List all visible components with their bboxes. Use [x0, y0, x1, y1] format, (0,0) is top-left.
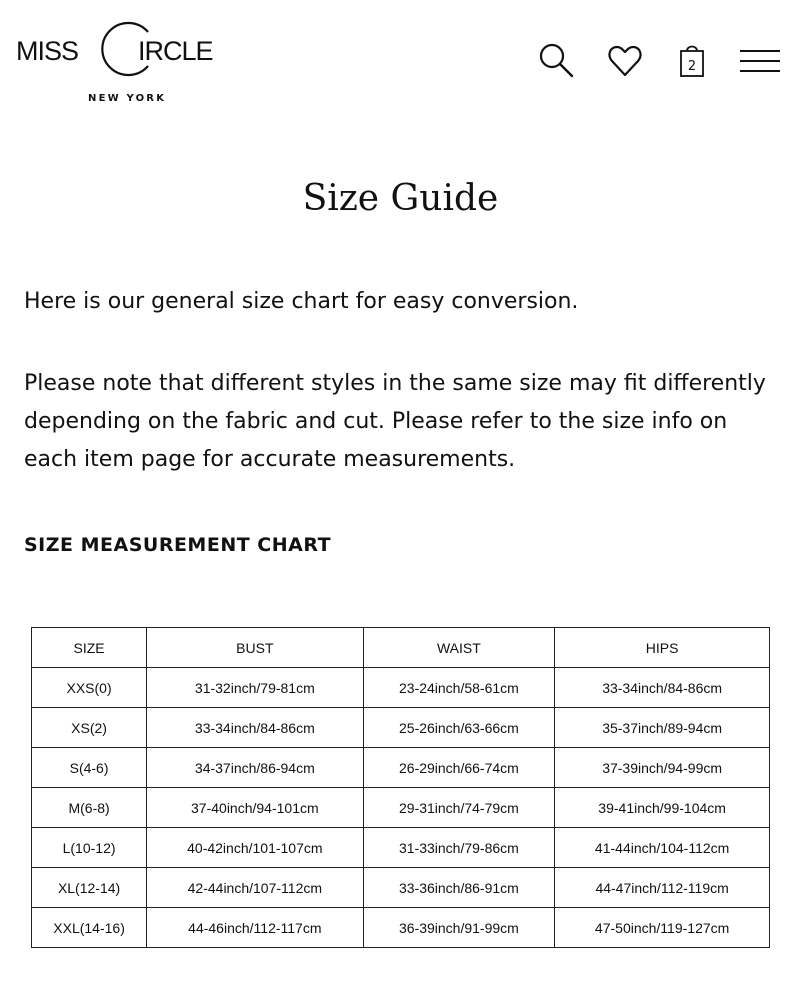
cell-size: XXL(14-16): [32, 908, 147, 948]
brand-name-left: MISS: [16, 36, 79, 66]
section-title: SIZE MEASUREMENT CHART: [24, 534, 332, 556]
header-waist: WAIST: [363, 628, 555, 668]
table-header-row: [32, 628, 770, 668]
cell-hips: 33-34inch/84-86cm: [555, 668, 770, 708]
cell-size: S(4-6): [32, 748, 147, 788]
cell-size: L(10-12): [32, 828, 147, 868]
brand-tagline: NEW YORK: [88, 93, 167, 104]
header-actions: [538, 42, 788, 82]
table-row: [32, 828, 770, 868]
cell-bust: 34-37inch/86-94cm: [147, 748, 363, 788]
cell-bust: 31-32inch/79-81cm: [147, 668, 363, 708]
fit-note-text: Please note that different styles in the same size may fit differently depending on the fabric and cut. Please refer to the size info on each item page for accurate measurements.: [24, 371, 766, 472]
cell-waist: 23-24inch/58-61cm: [363, 668, 555, 708]
cell-waist: 36-39inch/91-99cm: [363, 908, 555, 948]
cell-hips: 47-50inch/119-127cm: [555, 908, 770, 948]
table-row: [32, 788, 770, 828]
cell-waist: 25-26inch/63-66cm: [363, 708, 555, 748]
header-hips: HIPS: [555, 628, 770, 668]
cell-bust: 44-46inch/112-117cm: [147, 908, 363, 948]
cell-waist: 33-36inch/86-91cm: [363, 868, 555, 908]
cell-size: XXS(0): [32, 668, 147, 708]
table-row: [32, 908, 770, 948]
cell-size: XS(2): [32, 708, 147, 748]
cell-bust: 33-34inch/84-86cm: [147, 708, 363, 748]
shopping-bag-icon[interactable]: [672, 42, 712, 80]
header-bust: BUST: [147, 628, 363, 668]
search-icon[interactable]: [538, 42, 576, 80]
header-size: SIZE: [32, 628, 147, 668]
cell-bust: 42-44inch/107-112cm: [147, 868, 363, 908]
brand-logo[interactable]: [16, 18, 256, 108]
cell-hips: 35-37inch/89-94cm: [555, 708, 770, 748]
size-chart-table: [31, 627, 770, 948]
cell-waist: 26-29inch/66-74cm: [363, 748, 555, 788]
intro-text: Here is our general size chart for easy conversion.: [24, 289, 579, 314]
table-row: [32, 668, 770, 708]
page-title: Size Guide: [302, 178, 499, 219]
table-row: [32, 748, 770, 788]
cell-hips: 41-44inch/104-112cm: [555, 828, 770, 868]
cell-hips: 39-41inch/99-104cm: [555, 788, 770, 828]
cell-hips: 37-39inch/94-99cm: [555, 748, 770, 788]
cell-waist: 29-31inch/74-79cm: [363, 788, 555, 828]
heart-icon[interactable]: [606, 42, 644, 80]
cart-count-badge: 2: [687, 59, 697, 74]
cell-size: XL(12-14): [32, 868, 147, 908]
table-row: [32, 868, 770, 908]
site-header: [0, 0, 801, 120]
cell-hips: 44-47inch/112-119cm: [555, 868, 770, 908]
cell-waist: 31-33inch/79-86cm: [363, 828, 555, 868]
table-row: [32, 708, 770, 748]
cell-size: M(6-8): [32, 788, 147, 828]
menu-icon[interactable]: [736, 42, 784, 80]
cell-bust: 40-42inch/101-107cm: [147, 828, 363, 868]
cell-bust: 37-40inch/94-101cm: [147, 788, 363, 828]
brand-name-right: IRCLE: [138, 36, 213, 66]
